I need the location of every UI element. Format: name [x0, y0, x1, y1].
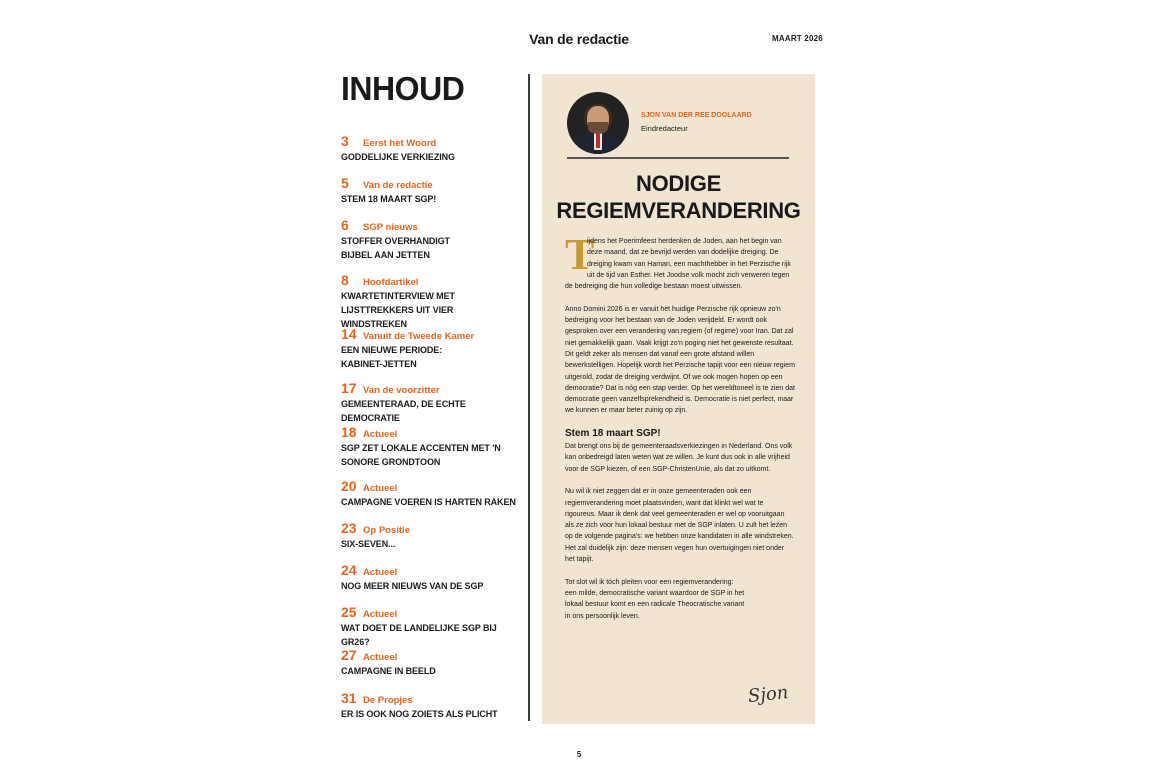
toc-section: Vanuit de Tweede Kamer	[363, 331, 475, 342]
toc-section: De Propjes	[363, 695, 413, 706]
toc-page-number: 31	[341, 690, 357, 706]
toc-entry[interactable]	[341, 217, 521, 262]
body-paragraph: Tot slot wil ik tóch pleiten voor een regiemverandering: een milde, democratische variant waardoor de SGP in het lokaal bestuur komt en een radicale Theocratische variant in ons persoonlijk leven.	[565, 578, 745, 620]
toc-title: CAMPAGNE IN BEELD	[341, 666, 436, 676]
toc-entry[interactable]	[341, 647, 521, 678]
toc-title: SIX-SEVEN...	[341, 539, 396, 549]
author-role: Eindredacteur	[641, 124, 688, 133]
toc-title: EEN NIEUWE PERIODE: KABINET-JETTEN	[341, 345, 443, 369]
toc-section: Hoofdartikel	[363, 277, 419, 288]
article-headline: NODIGE REGIEMVERANDERING	[556, 171, 801, 223]
toc-page-number: 5	[341, 175, 349, 191]
author-rule	[567, 157, 789, 159]
toc-section: Actueel	[363, 652, 398, 663]
toc-section: Actueel	[363, 429, 398, 440]
toc-heading: INHOUD	[341, 70, 465, 107]
toc-entry[interactable]	[341, 326, 521, 371]
body-paragraph: Dat brengt ons bij de gemeenteraadsverkiezingen in Nederland. Ons volk kan onbedreigd laten weten wat ze willen. Je kunt dus ook in alle vrijheid voor de SGP kiezen, of een SGP-ChristenUnie, als dat zo uitkomt.	[565, 443, 793, 473]
toc-entry[interactable]	[341, 175, 521, 206]
toc-entry[interactable]	[341, 690, 521, 721]
toc-entry[interactable]	[341, 520, 521, 551]
article-body	[565, 230, 795, 633]
toc-title: NOG MEER NIEUWS VAN DE SGP	[341, 581, 484, 591]
toc-section: Van de voorzitter	[363, 385, 440, 396]
author-avatar	[567, 92, 629, 154]
toc-page-number: 20	[341, 478, 357, 494]
toc-page-number: 3	[341, 133, 349, 149]
toc-entry[interactable]	[341, 562, 521, 593]
toc-entry[interactable]	[341, 272, 521, 331]
toc-entry[interactable]	[341, 478, 521, 509]
toc-page-number: 23	[341, 520, 357, 536]
toc-section: Actueel	[363, 567, 398, 578]
toc-section: Actueel	[363, 483, 398, 494]
toc-title: CAMPAGNE VOEREN IS HARTEN RAKEN	[341, 497, 516, 507]
toc-entry[interactable]	[341, 424, 521, 469]
toc-page-number: 17	[341, 380, 357, 396]
toc-title: STOFFER OVERHANDIGT BIJBEL AAN JETTEN	[341, 236, 450, 260]
author-signature: Sjon	[747, 681, 790, 708]
toc-page-number: 18	[341, 424, 357, 440]
toc-page-number: 14	[341, 326, 357, 342]
toc-page-number: 27	[341, 647, 357, 663]
author-name: SJON VAN DER REE DOOLAARD	[641, 112, 752, 119]
toc-title: GEMEENTERAAD, DE ECHTE DEMOCRATIE	[341, 399, 466, 423]
toc-title: GODDELIJKE VERKIEZING	[341, 152, 455, 162]
toc-section: Actueel	[363, 609, 398, 620]
toc-section: Van de redactie	[363, 180, 433, 191]
toc-page-number: 25	[341, 604, 357, 620]
toc-page-number: 6	[341, 217, 349, 233]
avatar-beard	[588, 122, 608, 134]
toc-title: WAT DOET DE LANDELIJKE SGP BIJ GR26?	[341, 623, 497, 647]
toc-title: STEM 18 MAART SGP!	[341, 194, 437, 204]
toc-entry[interactable]	[341, 133, 521, 164]
toc-section: Eerst het Woord	[363, 138, 437, 149]
page-number: 5	[576, 750, 582, 759]
toc-title: KWARTETINTERVIEW MET LIJSTTREKKERS UIT VIER WINDSTREKEN	[341, 291, 455, 329]
toc-title: ER IS OOK NOG ZOIETS ALS PLICHT	[341, 709, 498, 719]
toc-section: SGP nieuws	[363, 222, 418, 233]
avatar-tie	[596, 134, 600, 148]
toc-page-number: 24	[341, 562, 357, 578]
article-subheading: Stem 18 maart SGP!	[565, 428, 661, 440]
page-section-title: Van de redactie	[529, 31, 629, 47]
body-paragraph: Nu wil ik niet zeggen dat er in onze gemeenteraden ook een regiemverandering moet plaatsvinden, want dat klinkt wel wat te rigoureus. Maar ik denk dat veel gemeenteraden er wel op vooruitgaan als ze zich voor hun lokaal bestuur met de SGP inlaten. U zult het lezen op de volgende pagina's: we hebben onze kandidaten in alle windstreken. Het zal duidelijk zijn: deze mensen vegen hun overtuigingen niet onder het tapijt.	[565, 488, 794, 564]
body-paragraph: Anno Domini 2026 is er vanuit het huidige Perzische rijk opnieuw zo'n bedreiging voor het bestaan van de Joden verijdeld. Er wordt ook gesproken over een verandering van regiem (of regime) voor Iran. Dat zal niet gemakkelijk gaan. Vaak krijgt zo'n poging niet het gewenste resultaat. Dit geldt zeker als mensen dat vanaf een grote afstand willen bewerkstelligen. Hopelijk wordt het Perzische tapijt voor een nieuw regiem uitgerold, zodat de dreiging verdwijnt. Of we ook mogen hopen op een democratie? Dat is nóg een stap verder. Op het wereldtoneel is te zien dat democratie geen vanzelfsprekendheid is. Democratie is niet perfect, maar we kunnen er maar beter zuinig op zijn.	[565, 305, 795, 415]
column-divider	[528, 74, 530, 721]
intro-text: ijdens het Poerimfeest herdenken de Joden, aan het begin van deze maand, dat ze bevrijd werden van dodelijke dreiging. De dreiging kwam van Haman, een machthebber in het Perzische rijk uit de tijd van Esther. Het Joodse volk mocht zich verweren tegen de bedreiging die hun volledige bestaan moest uitwissen.	[565, 238, 791, 291]
issue-date: MAART 2026	[772, 34, 823, 43]
drop-cap: T	[565, 230, 595, 279]
toc-page-number: 8	[341, 272, 349, 288]
intro-paragraph	[565, 230, 795, 292]
toc-entry[interactable]	[341, 604, 521, 649]
toc-section: Op Positie	[363, 525, 410, 536]
toc-title: SGP ZET LOKALE ACCENTEN MET 'N SONORE GRONDTOON	[341, 443, 501, 467]
toc-entry[interactable]	[341, 380, 521, 425]
